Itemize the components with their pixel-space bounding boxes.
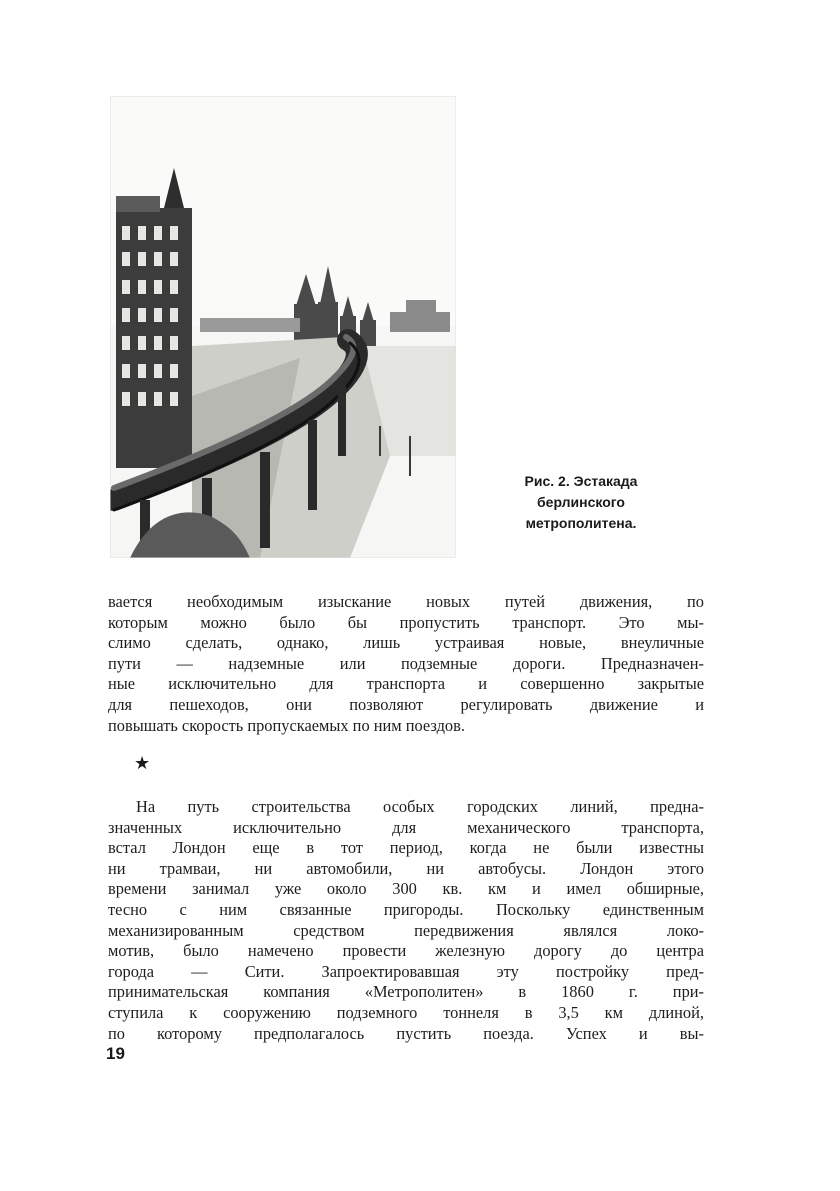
text-line: ступила к сооружению подземного тоннеля в 3,5 км длиной, [108, 1002, 704, 1022]
text-line: вается необходимым изыскание новых путей движения, по [108, 592, 704, 611]
text-line: по которому предполагалось пустить поезда. Успех и вы- [108, 1023, 704, 1043]
page-number: 19 [106, 1044, 125, 1063]
caption-line: метрополитена. [525, 515, 637, 531]
text-line: ные исключительно для транспорта и совершенно закрытые [108, 674, 704, 694]
text-line: механизированным средством передвижения являлся локо- [108, 920, 704, 940]
paragraph-london [108, 797, 704, 1044]
text-line: встал Лондон еще в тот период, когда не были известны [108, 838, 704, 858]
caption-line: берлинского [537, 494, 625, 510]
text-line: На путь строительства особых городских линий, предна- [136, 797, 704, 816]
illustration-elevated-railway [110, 96, 456, 558]
text-line: которым можно было бы пропустить транспорт. Это мы- [108, 612, 704, 632]
text-line: пути — надземные или подземные дороги. Предназначен- [108, 653, 704, 673]
text-line: для пешеходов, они позволяют регулировать движение и [108, 694, 704, 714]
left-building [116, 168, 192, 468]
text-line: города — Сити. Запроектировавшая эту постройку пред- [108, 961, 704, 981]
text-line: повышать скорость пропускаемых по ним поездов. [108, 715, 465, 735]
text-line: слимо сделать, однако, лишь устраивая новые, внеуличные [108, 633, 704, 653]
text-line: принимательская компания «Метрополитен» в 1860 г. при- [108, 982, 704, 1002]
text-line: времени занимал уже около 300 кв. км и имел обширные, [108, 879, 704, 899]
section-separator-star: ★ [134, 753, 151, 774]
text-line: значенных исключительно для механического транспорта, [108, 817, 704, 837]
paragraph-continuation [108, 592, 704, 736]
figure-caption [476, 471, 686, 534]
figure-berlin-elevated-railway [110, 96, 456, 558]
caption-line: Рис. 2. Эстакада [524, 473, 638, 489]
text-line: ни трамваи, ни автомобили, ни автобусы. Лондон этого [108, 858, 704, 878]
text-line: мотив, было намечено провести железную дорогу до центра [108, 941, 704, 961]
text-line: тесно с ним связанные пригороды. Поскольку единственным [108, 899, 704, 919]
